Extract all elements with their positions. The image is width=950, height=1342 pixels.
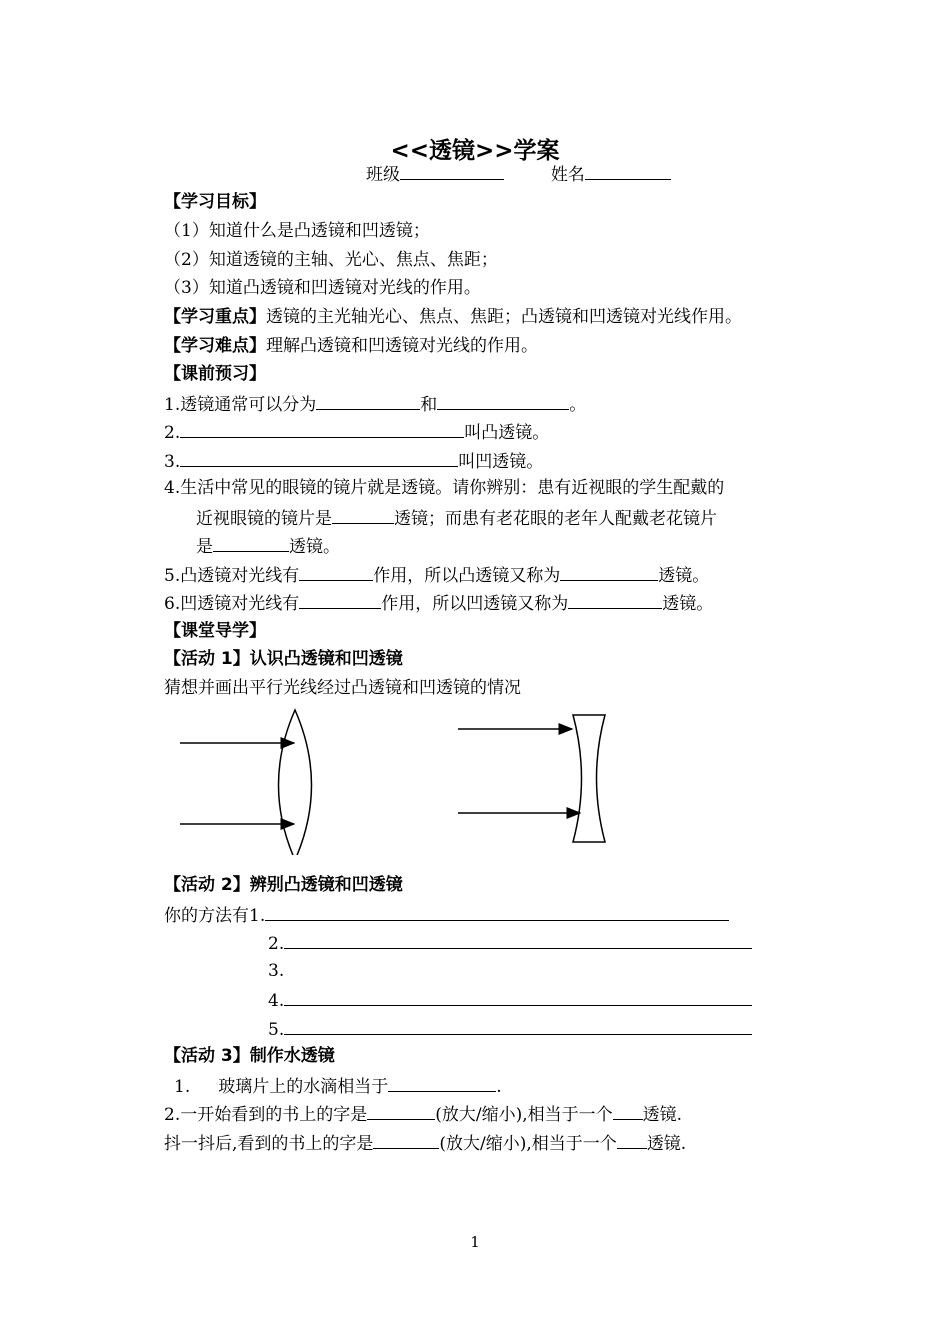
question-text: 和: [420, 395, 438, 415]
question-text: 透镜。: [662, 594, 714, 614]
page-title: <<透镜>>学案: [390, 138, 560, 164]
answer-blank[interactable]: [180, 449, 458, 467]
method-number: 5.: [268, 1020, 285, 1040]
method-blank[interactable]: [284, 988, 752, 1006]
activity3-q3: [164, 1131, 686, 1155]
question-text: 2.一开始看到的书上的字是: [164, 1105, 368, 1125]
question-text: 叫凹透镜。: [458, 452, 544, 472]
question-text: 透镜.: [642, 1105, 683, 1125]
class-blank[interactable]: [400, 162, 504, 180]
preview-q6: [164, 591, 713, 615]
preview-q4-line2: [196, 506, 717, 530]
answer-blank[interactable]: [373, 1131, 439, 1149]
method-blank[interactable]: [284, 1017, 752, 1035]
question-text: 6.凹透镜对光线有: [164, 594, 300, 614]
difficulty-heading: 【学习难点】: [164, 336, 266, 356]
method-number: 4.: [268, 991, 285, 1011]
answer-blank[interactable]: [388, 1074, 496, 1092]
key-points-heading: 【学习重点】: [164, 307, 266, 327]
objectives-heading: 【学习目标】: [164, 192, 266, 212]
question-text: 玻璃片上的水滴相当于: [218, 1077, 389, 1097]
answer-blank[interactable]: [617, 1131, 647, 1149]
question-text: 1.透镜通常可以分为: [164, 395, 317, 415]
answer-blank[interactable]: [613, 1102, 643, 1120]
answer-blank[interactable]: [316, 392, 420, 410]
objective-item: （1）知道什么是凸透镜和凹透镜；: [164, 221, 430, 241]
preview-q1: [164, 392, 586, 416]
preview-heading: 【课前预习】: [164, 364, 266, 384]
concave-lens: [573, 715, 605, 842]
question-text: 近视眼镜的镜片是: [196, 509, 332, 529]
method-prefix: 你的方法有: [164, 906, 249, 926]
difficulty: [164, 335, 538, 359]
answer-blank[interactable]: [332, 506, 394, 524]
method-number: 1.: [249, 906, 266, 926]
name-blank[interactable]: [585, 162, 671, 180]
question-text: (放大/缩小),相当于一个: [435, 1105, 613, 1125]
name-label: 姓名: [550, 165, 585, 185]
question-text: 抖一抖后,看到的书上的字是: [164, 1134, 374, 1154]
preview-q4-line1: 4.生活中常见的眼镜的镜片就是透镜。请你辨别：患有近视眼的学生配戴的: [164, 478, 725, 498]
activity3-q1: [174, 1074, 502, 1098]
activity1-heading: 【活动 1】认识凸透镜和凹透镜: [164, 649, 403, 669]
student-info: [366, 162, 671, 186]
question-text: 是: [196, 537, 213, 557]
question-text: (放大/缩小),相当于一个: [439, 1134, 617, 1154]
class-guide-heading: 【课堂导学】: [164, 621, 266, 641]
activity3-heading: 【活动 3】制作水透镜: [164, 1046, 335, 1066]
method-line: [268, 988, 752, 1012]
answer-blank[interactable]: [213, 534, 289, 552]
question-text: 透镜.: [646, 1134, 687, 1154]
key-points: [164, 306, 742, 330]
answer-blank[interactable]: [560, 563, 658, 581]
question-text: .: [496, 1077, 502, 1097]
preview-q4-line3: [196, 534, 340, 558]
question-text: 。: [569, 395, 587, 415]
method-blank[interactable]: [265, 903, 729, 921]
method-line: [268, 931, 752, 955]
lens-diagram: [170, 705, 640, 855]
method-number: 2.: [268, 934, 285, 954]
difficulty-text: 理解凸透镜和凹透镜对光线的作用。: [266, 336, 538, 356]
question-text: 3.: [164, 452, 181, 472]
answer-blank[interactable]: [299, 563, 373, 581]
convex-lens: [279, 710, 312, 855]
method-blank[interactable]: [284, 931, 752, 949]
answer-blank[interactable]: [437, 392, 569, 410]
question-text: 作用，所以凹透镜又称为: [381, 594, 569, 614]
class-label: 班级: [366, 165, 400, 185]
page-number: 1: [470, 1233, 480, 1251]
objective-item: （3）知道凸透镜和凹透镜对光线的作用。: [164, 278, 481, 298]
activity2-heading: 【活动 2】辨别凸透镜和凹透镜: [164, 875, 403, 895]
question-text: 透镜。: [658, 566, 710, 586]
preview-q5: [164, 563, 709, 587]
question-text: 2.: [164, 423, 181, 443]
objective-item: （2）知道透镜的主轴、光心、焦点、焦距；: [164, 250, 498, 270]
preview-q3: [164, 449, 543, 473]
method-number: 3.: [268, 961, 285, 981]
answer-blank[interactable]: [299, 591, 381, 609]
method-line: [268, 960, 284, 984]
answer-blank[interactable]: [367, 1102, 435, 1120]
answer-blank[interactable]: [568, 591, 662, 609]
preview-q2: [164, 420, 549, 444]
question-text: 透镜。: [289, 537, 340, 557]
activity3-q2: [164, 1102, 682, 1126]
question-text: 透镜；而患有老花眼的老年人配戴老花镜片: [394, 509, 717, 529]
key-points-text: 透镜的主光轴光心、焦点、焦距；凸透镜和凹透镜对光线作用。: [266, 307, 742, 327]
question-text: 5.凸透镜对光线有: [164, 566, 300, 586]
method-line: [164, 903, 729, 927]
question-number: 1.: [174, 1077, 191, 1097]
question-text: 作用，所以凸透镜又称为: [373, 566, 561, 586]
method-line: [268, 1017, 752, 1041]
question-text: 叫凸透镜。: [464, 423, 550, 443]
activity1-text: 猜想并画出平行光线经过凸透镜和凹透镜的情况: [164, 678, 521, 698]
answer-blank[interactable]: [180, 420, 464, 438]
